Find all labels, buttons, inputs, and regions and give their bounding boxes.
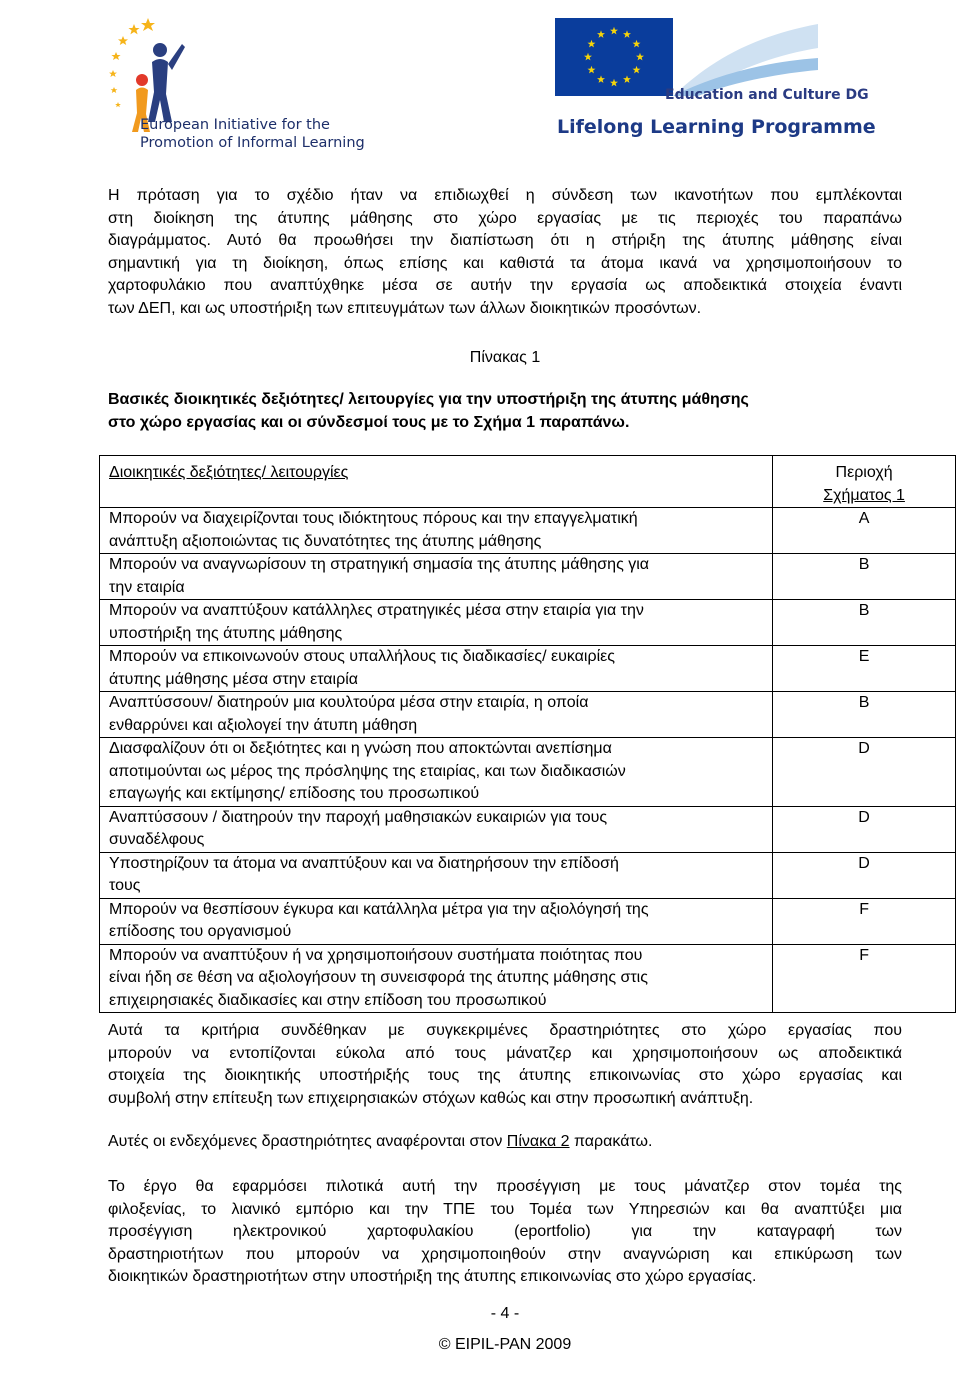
para-line: φιλοξενίας, το λιανικό εμπόριο και την ΤΠΕ του Τομέα των Υπηρεσιών και θα αναπτύξει μια bbox=[108, 1200, 902, 1218]
area-cell: A bbox=[773, 508, 956, 554]
table-row bbox=[100, 692, 956, 738]
skill-line: Αναπτύσσουν / διατηρούν την παροχή μαθησιακών ευκαιριών για τους bbox=[109, 808, 608, 826]
area-cell: D bbox=[773, 738, 956, 807]
header-skill-cell bbox=[100, 456, 773, 508]
skill-line: αποτιμούνται ως μέρος της πρόσληψης της εταιρίας, και των διαδικασιών bbox=[109, 762, 626, 780]
page-number: - 4 - bbox=[490, 1305, 520, 1322]
area-cell: B bbox=[773, 554, 956, 600]
para3-suffix: παρακάτω. bbox=[569, 1133, 653, 1150]
table-row bbox=[100, 898, 956, 944]
area-cell: D bbox=[773, 806, 956, 852]
intro-line: των ΔΕΠ, και ως υποστήριξη των επιτευγμάτων των άλλων διοικητικών προσόντων. bbox=[108, 299, 702, 317]
skill-line: Μπορούν να επικοινωνούν στους υπαλλήλους τις διαδικασίες/ ευκαιρίες bbox=[109, 648, 615, 665]
skill-line: ανάπτυξη αξιοποιώντας τις δυνατότητες της άτυπης μάθησης bbox=[109, 532, 542, 550]
area-cell: F bbox=[773, 898, 956, 944]
area-cell: B bbox=[773, 600, 956, 646]
skill-line: άτυπης μάθησης μέσα στην εταιρία bbox=[109, 670, 359, 688]
paragraph-pilot bbox=[108, 1176, 902, 1289]
paragraph-criteria bbox=[108, 1020, 902, 1110]
table-row bbox=[100, 554, 956, 600]
table-row bbox=[100, 600, 956, 646]
skill-line: Μπορούν να θεσπίσουν έγκυρα και κατάλληλα μέτρα για την αξιολόγησή της bbox=[109, 900, 649, 918]
skill-cell bbox=[100, 600, 773, 646]
left-logo-line2: Promotion of Informal Learning bbox=[140, 135, 365, 151]
table-caption bbox=[108, 389, 902, 434]
table-row bbox=[100, 646, 956, 692]
skill-cell bbox=[100, 852, 773, 898]
skills-table bbox=[99, 455, 956, 1013]
left-logo-line1: European Initiative for the bbox=[140, 117, 330, 133]
skill-line: Μπορούν να αναπτύξουν ή να χρησιμοποιήσουν συστήματα ποιότητας που bbox=[109, 946, 643, 964]
area-cell: E bbox=[773, 646, 956, 692]
intro-line: διαγράμματος. Αυτό θα προωθήσει την διαπίστωση ότι η στήριξη της άτυπης μάθησης είναι bbox=[108, 232, 902, 249]
para-line: δραστηριοτήτων που μπορούν να χρησιμοποιηθούν στην αναγνώριση και επικύρωση των bbox=[108, 1245, 902, 1263]
area-cell: F bbox=[773, 944, 956, 1013]
intro-paragraph bbox=[108, 185, 902, 320]
eu-lifelong-learning-logo bbox=[555, 18, 876, 143]
para-line: στοιχεία της διοικητικής υποστήριξής τους της άτυπης επικοινωνίας στο χώρο εργασίας και bbox=[108, 1067, 902, 1084]
para-line: συμβολή στην επίτευξη των επιχειρησιακών στόχων καθώς και στην προσωπική ανάπτυξη. bbox=[108, 1089, 754, 1107]
skill-cell bbox=[100, 508, 773, 554]
eu-flag-icon bbox=[555, 18, 673, 96]
skill-cell bbox=[100, 646, 773, 692]
para-line: μπορούν να εντοπίζονται εύκολα από τους μάνατζερ και χρησιμοποιήσουν ως αποδεικτικά bbox=[108, 1044, 902, 1062]
skill-cell bbox=[100, 898, 773, 944]
skill-cell bbox=[100, 692, 773, 738]
skill-line: την εταιρία bbox=[109, 578, 185, 596]
header-skill: Διοικητικές δεξιότητες/ λειτουργίες bbox=[109, 464, 349, 481]
paragraph-activities bbox=[108, 1131, 902, 1154]
table-2-link[interactable]: Πίνακα 2 bbox=[506, 1133, 570, 1150]
copyright: © EIPIL-PAN 2009 bbox=[438, 1336, 572, 1353]
skill-line: Μπορούν να αναπτύξουν κατάλληλες στρατηγικές μέσα στην εταιρία για την bbox=[109, 602, 644, 619]
table-row bbox=[100, 852, 956, 898]
table-row bbox=[100, 944, 956, 1013]
intro-line: Η πρόταση για το σχέδιο ήταν να επιδιωχθεί η σύνδεση των ικανοτήτων που εμπλέκονται bbox=[108, 187, 902, 204]
header-area-line2: Σχήματος 1 bbox=[823, 486, 905, 504]
skill-line: Διασφαλίζουν ότι οι δεξιότητες και η γνώση που αποκτώνται ανεπίσημα bbox=[109, 740, 612, 757]
para-line: διοικητικών δραστηριοτήτων στην υποστήριξη της άτυπης επικοινωνίας στο χώρο εργασίας. bbox=[108, 1268, 757, 1285]
table-caption-line: στο χώρο εργασίας και οι σύνδεσμοί τους με το Σχήμα 1 παραπάνω. bbox=[108, 413, 630, 431]
table-row bbox=[100, 806, 956, 852]
table-title: Πίνακας 1 bbox=[469, 349, 541, 366]
header-area-cell bbox=[773, 456, 956, 508]
skill-line: Υποστηρίζουν τα άτομα να αναπτύξουν και να διατηρήσουν την επίδοσή bbox=[109, 854, 619, 872]
header-area-line1: Περιοχή bbox=[835, 464, 893, 481]
table-row bbox=[100, 738, 956, 807]
right-logo-line2: Lifelong Learning Programme bbox=[557, 116, 876, 138]
skill-line: ενθαρρύνει και αξιολογεί την άτυπη μάθηση bbox=[109, 716, 418, 734]
skill-line: υποστήριξη της άτυπης μάθησης bbox=[109, 624, 343, 642]
intro-line: σημαντική για τη διοίκηση, όπως επίσης και καθιστά τα άτομα ικανά να χρησιμοποιήσουν το bbox=[108, 254, 902, 272]
table-header-row bbox=[100, 456, 956, 508]
table-caption-line: Βασικές διοικητικές δεξιότητες/ λειτουργίες για την υποστήριξη της άτυπης μάθησης bbox=[108, 391, 749, 408]
eipil-logo bbox=[108, 14, 365, 154]
skill-line: Αναπτύσσουν/ διατηρούν μια κουλτούρα μέσα στην εταιρία, η οποία bbox=[109, 694, 589, 711]
skill-line: επίδοσης του οργανισμού bbox=[109, 923, 292, 940]
para3-prefix: Αυτές οι ενδεχόμενες δραστηριότητες αναφέρονται στον bbox=[108, 1133, 507, 1150]
skill-line: είναι ήδη σε θέση να αξιολογήσουν τη συνεισφορά της άτυπης μάθησης στις bbox=[109, 969, 648, 986]
para-line: Το έργο θα εφαρμόσει πιλοτικά αυτή την προσέγγιση με τους μάνατζερ στον τομέα της bbox=[108, 1178, 902, 1195]
area-cell: B bbox=[773, 692, 956, 738]
skill-line: συναδέλφους bbox=[109, 831, 205, 848]
table-row bbox=[100, 508, 956, 554]
skill-cell bbox=[100, 806, 773, 852]
eu-swoosh-icon bbox=[673, 18, 818, 96]
skill-cell bbox=[100, 738, 773, 807]
skill-line: Μπορούν να αναγνωρίσουν τη στρατηγική σημασία της άτυπης μάθησης για bbox=[109, 556, 650, 573]
area-cell: D bbox=[773, 852, 956, 898]
para-line: προσέγγιση ηλεκτρονικού χαρτοφυλακίου (eportfolio) για την καταγραφή των bbox=[108, 1223, 902, 1240]
skill-line: επιχειρησιακές διαδικασίες και στην επίδοση του προσωπικού bbox=[109, 991, 547, 1009]
skill-line: επαγωγής και εκτίμησης/ επίδοσης του προσωπικού bbox=[109, 785, 480, 802]
right-logo-line1: Education and Culture DG bbox=[665, 87, 869, 103]
intro-line: χαρτοφυλάκιο που αναπτύχθηκε μέσα σε αυτήν την εργασία ως αποδεικτικά στοιχεία έναντι bbox=[108, 277, 902, 294]
skill-cell bbox=[100, 554, 773, 600]
skill-line: τους bbox=[109, 877, 141, 894]
intro-line: στη διοίκηση της άτυπης μάθησης στο χώρο εργασίας με τις περιοχές του παραπάνω bbox=[108, 209, 902, 227]
para-line: Αυτά τα κριτήρια συνδέθηκαν με συγκεκριμένες δραστηριότητες στο χώρο εργασίας που bbox=[108, 1022, 902, 1039]
skill-line: Μπορούν να διαχειρίζονται τους ιδιόκτητους πόρους και την επαγγελματική bbox=[109, 510, 638, 527]
skill-cell bbox=[100, 944, 773, 1013]
